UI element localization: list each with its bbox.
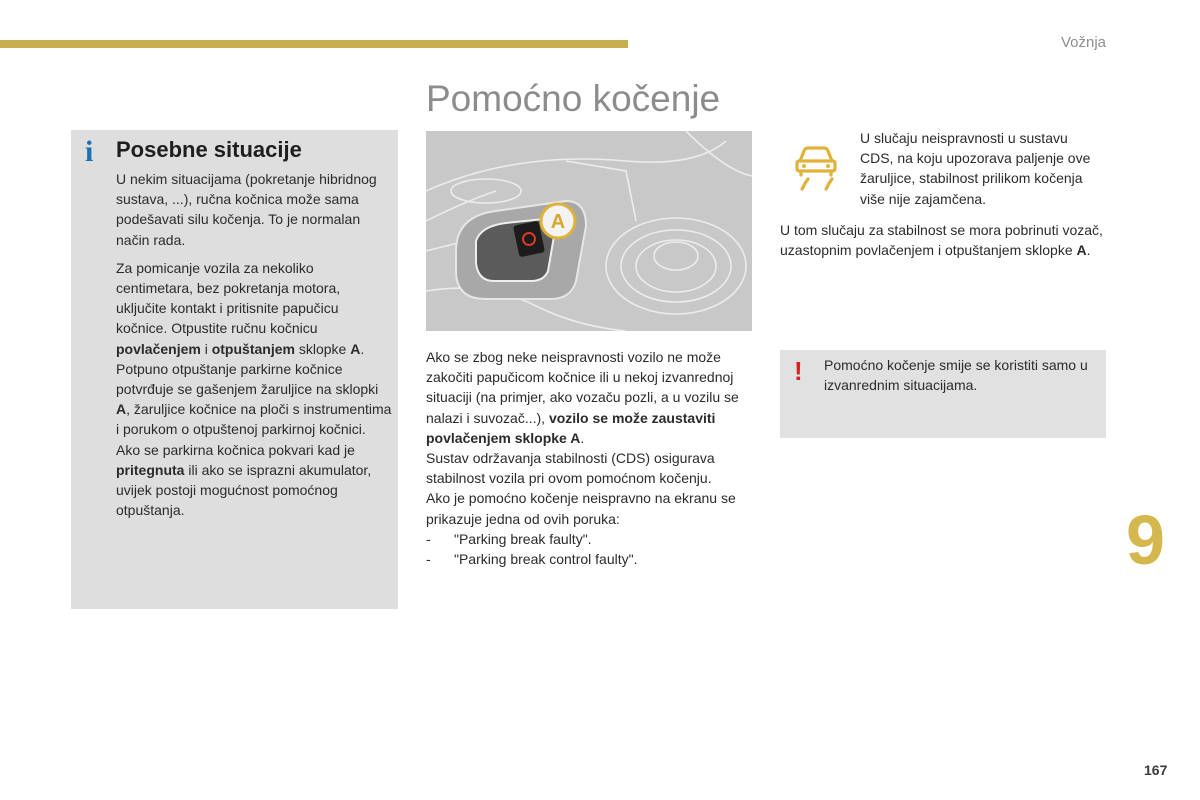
paragraph: Ako je pomoćno kočenje neispravno na ekranu se prikazuje jedna od ovih poruka: [426, 490, 736, 527]
info-paragraph: Za pomicanje vozila za nekoliko centimetara, bez pokretanja motora, uključite kontakt i pritisnite papučicu kočnice. Otpustite ručnu kočnicu povlačenjem i otpuštanjem sklopke A. [116, 259, 365, 357]
caution-text: Pomoćno kočenje smije se koristiti samo u izvanrednim situacijama. [824, 357, 1088, 394]
chapter-number: 9 [1126, 501, 1165, 579]
section-name: Vožnja [1060, 34, 1106, 51]
caution-box [780, 350, 1106, 438]
info-paragraph: Ako se parkirna kočnica pokvari kad je pritegnuta ili ako se isprazni akumulator, uvijek postoji mogućnost pomoćnog otpuštanja. [116, 441, 372, 519]
console-drawing [426, 131, 752, 331]
emergency-braking-text [426, 347, 752, 569]
parking-brake-switch-illustration [426, 131, 752, 331]
callout-label-a: A [550, 211, 566, 233]
warning-light-text: U slučaju neispravnosti u sustavu CDS, na koju upozorava paljenje ove žaruljice, stabilnost prilikom kočenja više nije zajamčena. [860, 130, 1091, 207]
header-rule [0, 40, 628, 48]
warning-exclamation-icon: ! [794, 356, 803, 386]
list-item: - "Parking break control faulty". [426, 551, 638, 568]
page-title: Pomoćno kočenje [426, 78, 721, 119]
info-box [71, 130, 398, 609]
stability-control-warning-icon [788, 137, 844, 193]
info-box-title: Posebne situacije [116, 137, 302, 162]
list-item: - "Parking break faulty". [426, 530, 592, 547]
info-paragraph: Potpuno otpuštanje parkirne kočnice potvrđuje se gašenjem žaruljice na sklopki A, žaruljice kočnice na ploči s instrumentima i porukom o otpuštenoj parkirnoj kočnici. [116, 360, 392, 438]
info-paragraph: U nekim situacijama (pokretanje hibridnog sustava, ...), ručna kočnica može sama podešavati silu kočenja. To je normalan način rada. [116, 171, 377, 248]
message-list [426, 529, 752, 569]
paragraph: Ako se zbog neke neispravnosti vozilo ne može zakočiti papučicom kočnice ili u nekoj izvanrednoj situaciji (na primjer, ako vozaču pozli, a u vozilu se nalazi i suvozač...), vozilo se može zaustaviti povlačenjem sklopke A. [426, 349, 739, 446]
info-box-body [116, 169, 392, 520]
page-number: 167 [1144, 762, 1168, 778]
info-icon: i [85, 135, 94, 168]
stability-text: U tom slučaju za stabilnost se mora pobrinuti vozač, uzastopnim povlačenjem i otpuštanjem sklopke A. [780, 222, 1103, 259]
paragraph: Sustav održavanja stabilnosti (CDS) osigurava stabilnost vozila pri ovom pomoćnom kočenju. [426, 450, 715, 487]
